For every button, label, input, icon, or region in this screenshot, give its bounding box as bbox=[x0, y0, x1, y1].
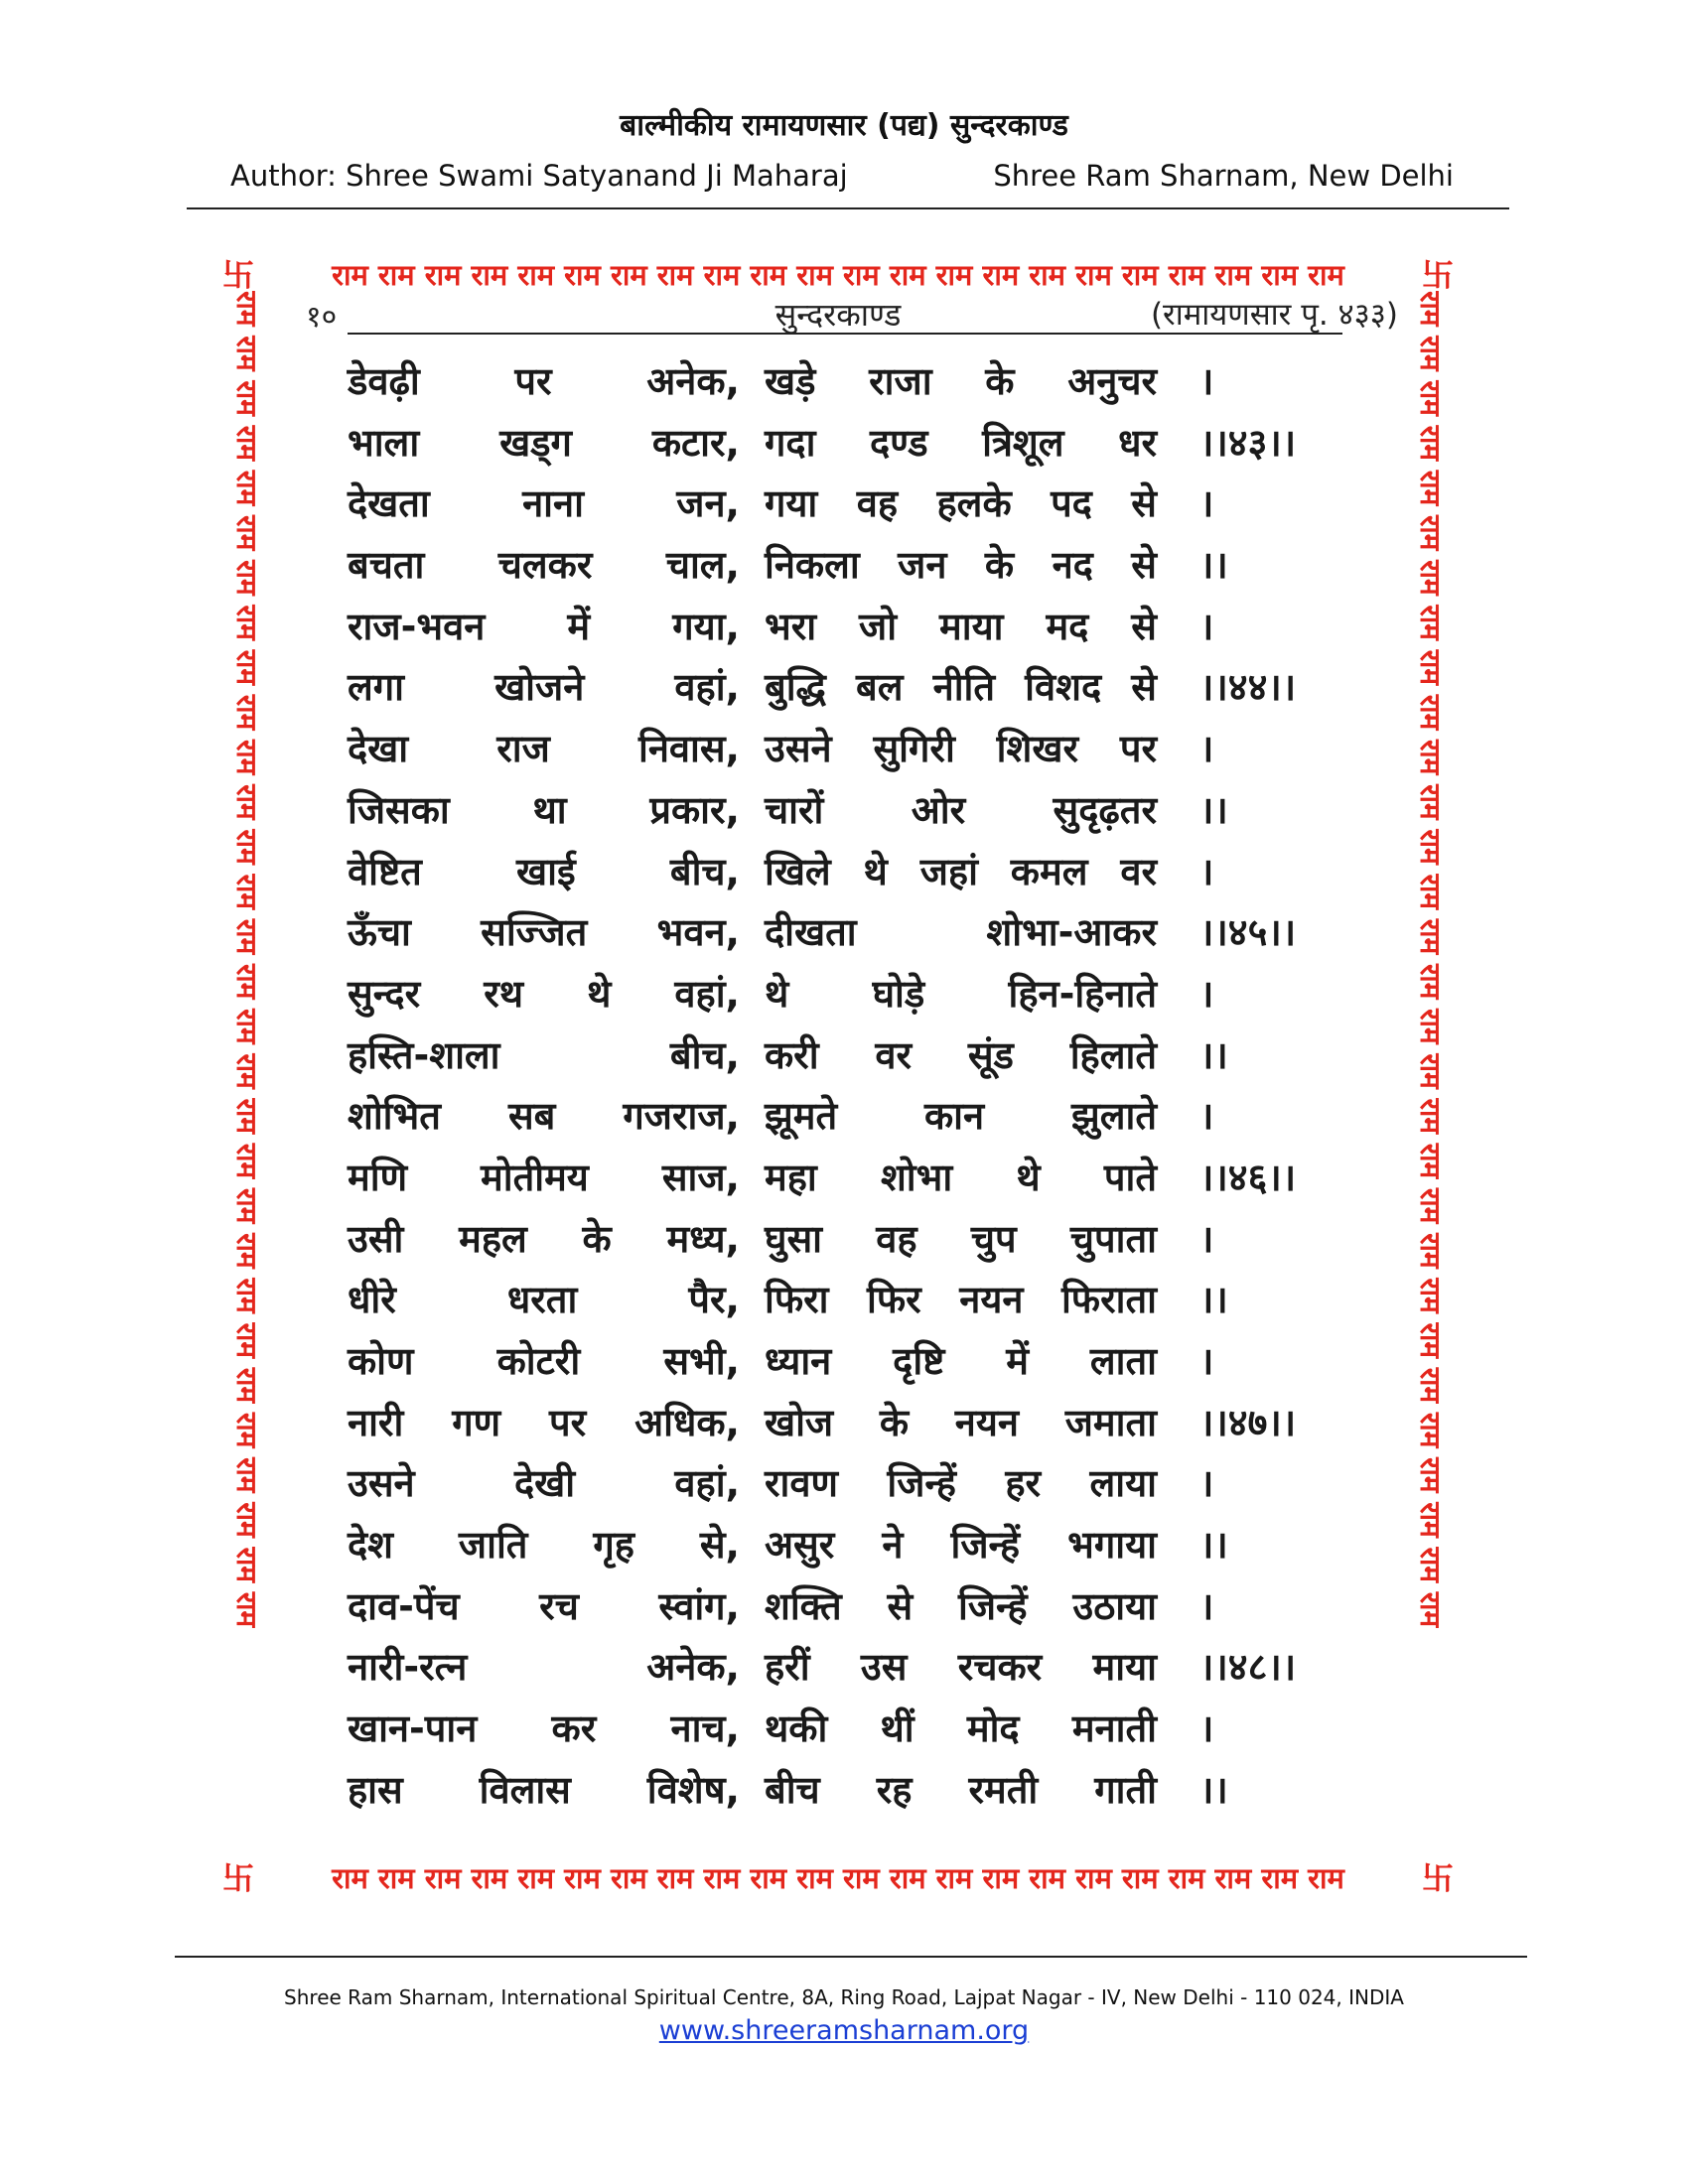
verse-right: निकला जन के नद से bbox=[765, 543, 1157, 588]
verse-line bbox=[348, 1694, 1390, 1755]
verse-left: राज-भवन में गया, bbox=[348, 604, 740, 648]
verse-left: नारी-रत्न अनेक, bbox=[348, 1645, 740, 1690]
verse-left: खान-पान कर नाच, bbox=[348, 1706, 740, 1751]
author-line: Author: Shree Swami Satyanand Ji Maharaj bbox=[230, 159, 848, 193]
verse-left: जिसका था प्रकार, bbox=[348, 787, 740, 832]
verse-right: बुद्धि बल नीति विशद से bbox=[765, 665, 1157, 710]
footer-divider bbox=[175, 1956, 1527, 1958]
swastika-icon: 卐 bbox=[222, 1859, 255, 1897]
verse-right: थे घोड़े हिन-हिनाते bbox=[765, 971, 1157, 1016]
ram-vertical-text: राम राम राम राम राम राम राम राम राम राम राम राम राम राम राम राम राम राम राम राम राम राम राम राम राम राम राम राम राम राम bbox=[230, 291, 263, 1628]
ram-border-left bbox=[226, 291, 266, 1859]
verse-line bbox=[348, 1204, 1390, 1266]
verse-left: देखता नाना जन, bbox=[348, 481, 740, 526]
verse-right: गदा दण्ड त्रिशूल धर bbox=[765, 420, 1157, 465]
verse-left: दाव-पेंच रच स्वांग, bbox=[348, 1583, 740, 1628]
header-divider bbox=[187, 207, 1509, 209]
verse-left: भाला खड्ग कटार, bbox=[348, 420, 740, 465]
verse-right: थकी थीं मोद मनाती bbox=[765, 1706, 1157, 1751]
verse-line bbox=[348, 346, 1390, 408]
verse-mark: ।।४३।। bbox=[1199, 420, 1297, 465]
organization-line: Shree Ram Sharnam, New Delhi bbox=[993, 159, 1454, 193]
verse-right: असुर ने जिन्हें भगाया bbox=[765, 1523, 1157, 1568]
verse-line bbox=[348, 1448, 1390, 1510]
verse-right: दीखता शोभा-आकर bbox=[765, 910, 1157, 955]
verse-line bbox=[348, 837, 1390, 898]
verse-mark: ।। bbox=[1199, 787, 1228, 832]
swastika-icon: 卐 bbox=[222, 256, 255, 294]
ram-border-bottom: राम राम राम राम राम राम राम राम राम राम राम राम राम राम राम राम राम राम राम राम राम राम bbox=[332, 1861, 1344, 1895]
verse-mark: । bbox=[1199, 604, 1214, 648]
verse-mark: । bbox=[1199, 849, 1214, 893]
swastika-icon: 卐 bbox=[1421, 1859, 1454, 1897]
verse-left: धीरे धरता पैर, bbox=[348, 1278, 740, 1322]
verse-mark: । bbox=[1199, 359, 1214, 403]
verse-right: रावण जिन्हें हर लाया bbox=[765, 1461, 1157, 1506]
verse-mark: ।। bbox=[1199, 1032, 1228, 1077]
verse-right: खिले थे जहां कमल वर bbox=[765, 849, 1157, 893]
verse-right: घुसा वह चुप चुपाता bbox=[765, 1216, 1157, 1261]
verse-left: देखा राज निवास, bbox=[348, 727, 740, 771]
verse-left: डेवढ़ी पर अनेक, bbox=[348, 359, 740, 403]
verse-line bbox=[348, 652, 1390, 714]
verse-mark: । bbox=[1199, 1094, 1214, 1139]
verse-right: करी वर सूंड हिलाते bbox=[765, 1032, 1157, 1077]
verse-mark: ।।४७।। bbox=[1199, 1400, 1297, 1444]
swastika-icon: 卐 bbox=[1421, 256, 1454, 294]
website-link[interactable]: www.shreeramsharnam.org bbox=[658, 2015, 1030, 2046]
verse-right: खोज के नयन जमाता bbox=[765, 1400, 1157, 1444]
verse-left: हस्ति-शाला बीच, bbox=[348, 1032, 740, 1077]
verse-right: चारों ओर सुदृढ़तर bbox=[765, 787, 1157, 832]
verse-left: उसने देखी वहां, bbox=[348, 1461, 740, 1506]
verse-line bbox=[348, 530, 1390, 592]
scripture-page-frame bbox=[222, 255, 1454, 1898]
verse-mark: ।। bbox=[1199, 1278, 1228, 1322]
verse-mark: ।। bbox=[1199, 1523, 1228, 1568]
verse-mark: । bbox=[1199, 481, 1214, 526]
ram-border-top: राम राम राम राम राम राम राम राम राम राम राम राम राम राम राम राम राम राम राम राम राम राम bbox=[332, 258, 1344, 292]
verse-line bbox=[348, 1081, 1390, 1143]
footer-website bbox=[0, 2015, 1688, 2046]
verse-line bbox=[348, 1143, 1390, 1204]
ram-vertical-text: राम राम राम राम राम राम राम राम राम राम राम राम राम राम राम राम राम राम राम राम राम राम राम राम राम राम राम राम राम राम bbox=[1414, 291, 1447, 1628]
verse-left: नारी गण पर अधिक, bbox=[348, 1400, 740, 1444]
page-reference: (रामायणसार पृ. ४३३) bbox=[1150, 297, 1398, 333]
verse-mark: । bbox=[1199, 1706, 1214, 1751]
verse-left: शोभित सब गजराज, bbox=[348, 1094, 740, 1139]
verse-right: भरा जो माया मद से bbox=[765, 604, 1157, 648]
verse-left: देश जाति गृह से, bbox=[348, 1523, 740, 1568]
verse-mark: ।।४६।। bbox=[1199, 1155, 1297, 1199]
verse-right: ध्यान दृष्टि में लाता bbox=[765, 1339, 1157, 1383]
verse-left: मणि मोतीमय साज, bbox=[348, 1155, 740, 1199]
verse-right: खड़े राजा के अनुचर bbox=[765, 359, 1157, 403]
verse-right: बीच रह रमती गाती bbox=[765, 1767, 1157, 1812]
inner-page-header bbox=[270, 291, 1406, 337]
verse-mark: । bbox=[1199, 727, 1214, 771]
verse-right: हरीं उस रचकर माया bbox=[765, 1645, 1157, 1690]
verse-mark: । bbox=[1199, 1583, 1214, 1628]
verse-line bbox=[348, 714, 1390, 775]
section-title: सुन्दरकाण्ड bbox=[774, 296, 902, 334]
verse-mark: । bbox=[1199, 1461, 1214, 1506]
document-title: बाल्मीकीय रामायणसार (पद्य) सुन्दरकाण्ड bbox=[620, 108, 1068, 143]
verse-list bbox=[348, 346, 1390, 1817]
verse-mark: ।।४५।। bbox=[1199, 910, 1297, 955]
verse-line bbox=[348, 1632, 1390, 1694]
verse-mark: ।।४८।। bbox=[1199, 1645, 1297, 1690]
page-number: १० bbox=[306, 300, 338, 335]
verse-right: झूमते कान झुलाते bbox=[765, 1094, 1157, 1139]
footer-address: Shree Ram Sharnam, International Spiritual Centre, 8A, Ring Road, Lajpat Nagar - IV, New Delhi - 110 024, INDIA bbox=[284, 1985, 1404, 2009]
verse-line bbox=[348, 1021, 1390, 1082]
verse-left: हास विलास विशेष, bbox=[348, 1767, 740, 1812]
verse-line bbox=[348, 408, 1390, 470]
verse-left: ऊँचा सज्जित भवन, bbox=[348, 910, 740, 955]
verse-mark: । bbox=[1199, 971, 1214, 1016]
verse-mark: ।।४४।। bbox=[1199, 665, 1297, 710]
verse-right: फिरा फिर नयन फिराता bbox=[765, 1278, 1157, 1322]
verse-left: बचता चलकर चाल, bbox=[348, 543, 740, 588]
verse-mark: ।। bbox=[1199, 543, 1228, 588]
verse-line bbox=[348, 1326, 1390, 1388]
verse-mark: । bbox=[1199, 1216, 1214, 1261]
verse-line bbox=[348, 1571, 1390, 1633]
verse-line bbox=[348, 775, 1390, 837]
verse-line bbox=[348, 469, 1390, 530]
verse-left: लगा खोजने वहां, bbox=[348, 665, 740, 710]
verse-line bbox=[348, 1510, 1390, 1571]
verse-line bbox=[348, 1265, 1390, 1326]
verse-line bbox=[348, 959, 1390, 1021]
inner-header-rule bbox=[348, 333, 1342, 335]
verse-right: गया वह हलके पद से bbox=[765, 481, 1157, 526]
verse-line bbox=[348, 592, 1390, 653]
verse-left: सुन्दर रथ थे वहां, bbox=[348, 971, 740, 1016]
verse-right: उसने सुगिरी शिखर पर bbox=[765, 727, 1157, 771]
verse-left: कोण कोटरी सभी, bbox=[348, 1339, 740, 1383]
verse-mark: । bbox=[1199, 1339, 1214, 1383]
verse-line bbox=[348, 1388, 1390, 1449]
verse-left: वेष्टित खाई बीच, bbox=[348, 849, 740, 893]
verse-mark: ।। bbox=[1199, 1767, 1228, 1812]
verse-line bbox=[348, 1755, 1390, 1817]
verse-line bbox=[348, 897, 1390, 959]
ram-border-right bbox=[1410, 291, 1450, 1859]
verse-left: उसी महल के मध्य, bbox=[348, 1216, 740, 1261]
verse-right: महा शोभा थे पाते bbox=[765, 1155, 1157, 1199]
verse-right: शक्ति से जिन्हें उठाया bbox=[765, 1583, 1157, 1628]
